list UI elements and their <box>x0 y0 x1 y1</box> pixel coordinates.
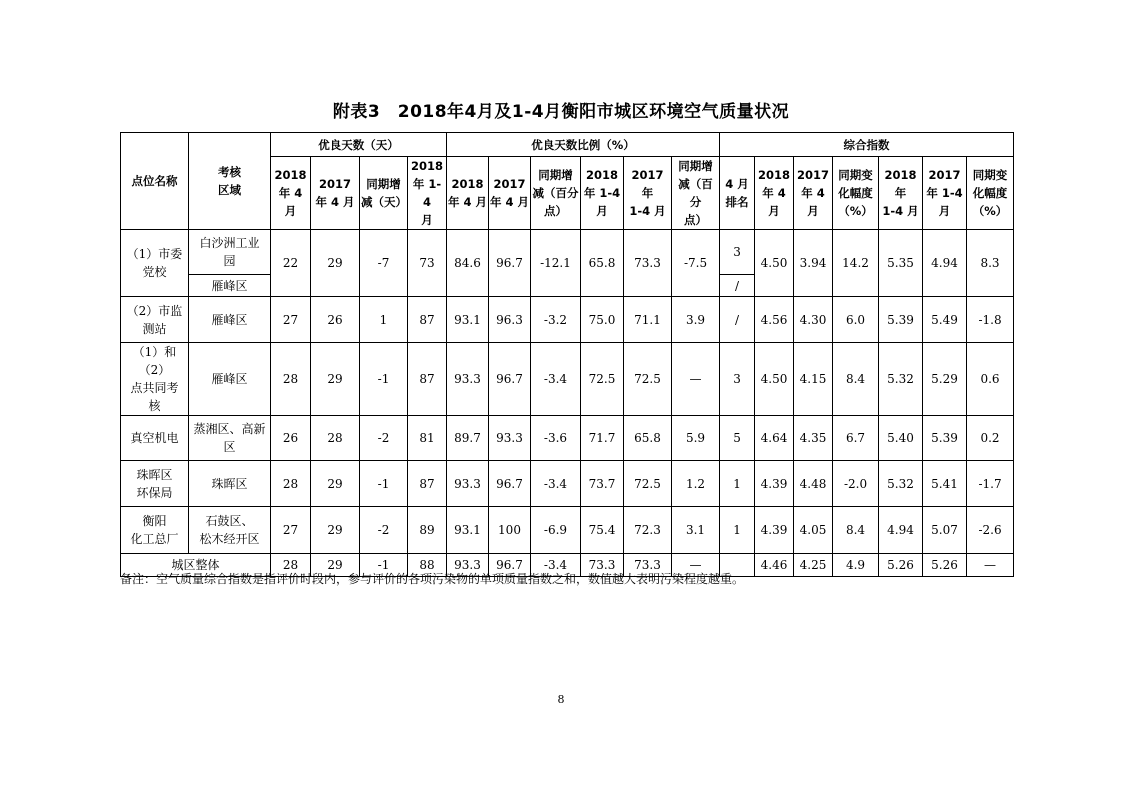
data-cell: -1 <box>360 554 408 577</box>
station-name: 珠晖区 环保局 <box>121 461 189 507</box>
header-group-good-ratio: 优良天数比例（%） <box>447 133 720 157</box>
data-cell: -6.9 <box>531 507 581 554</box>
data-cell: 4.15 <box>794 343 833 416</box>
station-name: （2）市监 测站 <box>121 297 189 343</box>
data-cell: 5.49 <box>923 297 967 343</box>
data-cell: 3.9 <box>672 297 720 343</box>
header-days-2018-jan-apr: 2018 年 1-4 月 <box>408 157 447 230</box>
data-cell: -3.2 <box>531 297 581 343</box>
data-cell: 28 <box>271 343 311 416</box>
data-cell: 5.39 <box>879 297 923 343</box>
data-cell: 72.5 <box>581 343 624 416</box>
header-region: 考核 区域 <box>189 133 271 230</box>
data-cell: — <box>967 554 1014 577</box>
header-group-composite-index: 综合指数 <box>720 133 1014 157</box>
data-cell: 72.5 <box>624 461 672 507</box>
data-cell: 88 <box>408 554 447 577</box>
data-cell: 84.6 <box>447 230 489 297</box>
rank-cell: / <box>720 297 755 343</box>
header-rank-apr: 4 月 排名 <box>720 157 755 230</box>
page-number: 8 <box>557 693 565 706</box>
data-cell: 4.30 <box>794 297 833 343</box>
table-row <box>121 297 1014 343</box>
data-cell: -1 <box>360 343 408 416</box>
data-cell: 26 <box>311 297 360 343</box>
data-cell: 27 <box>271 507 311 554</box>
data-cell: 96.7 <box>489 554 531 577</box>
data-cell: -3.4 <box>531 343 581 416</box>
data-cell: 71.1 <box>624 297 672 343</box>
data-cell: 5.9 <box>672 416 720 461</box>
rank-cell: 3 <box>720 230 755 275</box>
station-name: 真空机电 <box>121 416 189 461</box>
data-cell: 8.4 <box>833 507 879 554</box>
region-name: 石鼓区、 松木经开区 <box>189 507 271 554</box>
data-cell: 5.40 <box>879 416 923 461</box>
data-cell: 4.35 <box>794 416 833 461</box>
data-cell: 3.1 <box>672 507 720 554</box>
data-cell: 28 <box>271 461 311 507</box>
data-cell: 96.3 <box>489 297 531 343</box>
data-cell: 75.4 <box>581 507 624 554</box>
header-ratio-2017-apr: 2017 年 4 月 <box>489 157 531 230</box>
data-cell: 5.39 <box>923 416 967 461</box>
header-index-2017-apr: 2017 年 4 月 <box>794 157 833 230</box>
data-cell: 87 <box>408 343 447 416</box>
region-name: 雁峰区 <box>189 275 271 297</box>
data-cell: 87 <box>408 461 447 507</box>
data-cell: 4.64 <box>755 416 794 461</box>
header-index-2018-jan-apr: 2018 年 1-4 月 <box>879 157 923 230</box>
data-cell: 65.8 <box>624 416 672 461</box>
data-cell: 73 <box>408 230 447 297</box>
header-ratio-2018-apr: 2018 年 4 月 <box>447 157 489 230</box>
data-cell: 4.39 <box>755 507 794 554</box>
header-ratio-change-jan-apr: 同期增 减（百分 点） <box>672 157 720 230</box>
data-cell: — <box>672 343 720 416</box>
data-cell: 5.35 <box>879 230 923 297</box>
data-cell: 5.07 <box>923 507 967 554</box>
data-cell: 3.94 <box>794 230 833 297</box>
region-name: 雁峰区 <box>189 343 271 416</box>
data-cell: 73.3 <box>624 554 672 577</box>
data-cell: 72.5 <box>624 343 672 416</box>
data-cell: 29 <box>311 461 360 507</box>
data-cell: 100 <box>489 507 531 554</box>
data-cell: 93.1 <box>447 507 489 554</box>
data-cell: 73.3 <box>581 554 624 577</box>
region-name: 雁峰区 <box>189 297 271 343</box>
data-cell: -7.5 <box>672 230 720 297</box>
data-cell: 4.94 <box>879 507 923 554</box>
data-cell: 5.32 <box>879 461 923 507</box>
header-index-change-jan-apr: 同期变 化幅度 （%） <box>967 157 1014 230</box>
data-cell: 72.3 <box>624 507 672 554</box>
data-cell: 96.7 <box>489 343 531 416</box>
header-station: 点位名称 <box>121 133 189 230</box>
data-cell: 29 <box>311 230 360 297</box>
data-cell: 27 <box>271 297 311 343</box>
header-days-change: 同期增 减（天） <box>360 157 408 230</box>
data-cell: 28 <box>271 554 311 577</box>
data-cell: 4.48 <box>794 461 833 507</box>
data-cell: -12.1 <box>531 230 581 297</box>
data-cell: -2 <box>360 416 408 461</box>
table-row <box>121 230 1014 275</box>
header-ratio-change: 同期增 减（百分 点） <box>531 157 581 230</box>
rank-cell: 5 <box>720 416 755 461</box>
data-cell: 1 <box>360 297 408 343</box>
data-cell: -1 <box>360 461 408 507</box>
data-cell: 26 <box>271 416 311 461</box>
data-cell: 29 <box>311 507 360 554</box>
total-label: 城区整体 <box>121 554 271 577</box>
header-index-2018-apr: 2018 年 4 月 <box>755 157 794 230</box>
data-cell: 89 <box>408 507 447 554</box>
rank-cell: 3 <box>720 343 755 416</box>
data-cell: 93.3 <box>447 461 489 507</box>
data-cell: 73.7 <box>581 461 624 507</box>
data-cell: 4.9 <box>833 554 879 577</box>
data-cell: -1.8 <box>967 297 1014 343</box>
data-cell: 71.7 <box>581 416 624 461</box>
data-cell: 29 <box>311 554 360 577</box>
data-cell: 1.2 <box>672 461 720 507</box>
region-name: 珠晖区 <box>189 461 271 507</box>
rank-cell: 1 <box>720 507 755 554</box>
data-cell: 81 <box>408 416 447 461</box>
header-index-2017-jan-apr: 2017 年 1-4 月 <box>923 157 967 230</box>
data-cell: 5.29 <box>923 343 967 416</box>
data-cell: 4.50 <box>755 343 794 416</box>
header-ratio-2018-jan-apr: 2018 年 1-4 月 <box>581 157 624 230</box>
data-cell: 5.26 <box>923 554 967 577</box>
data-cell: 14.2 <box>833 230 879 297</box>
data-cell: 0.6 <box>967 343 1014 416</box>
data-cell: -7 <box>360 230 408 297</box>
data-cell: — <box>672 554 720 577</box>
data-cell: 93.3 <box>447 343 489 416</box>
data-cell: 93.1 <box>447 297 489 343</box>
data-cell: 8.4 <box>833 343 879 416</box>
region-name: 白沙洲工业 园 <box>189 230 271 275</box>
data-cell: 8.3 <box>967 230 1014 297</box>
rank-cell: / <box>720 275 755 297</box>
data-cell: -3.4 <box>531 461 581 507</box>
station-name: （1）市委 党校 <box>121 230 189 297</box>
station-name: （1）和（2） 点共同考 核 <box>121 343 189 416</box>
data-cell: -2.6 <box>967 507 1014 554</box>
header-ratio-2017-jan-apr: 2017 年 1-4 月 <box>624 157 672 230</box>
data-cell: 4.39 <box>755 461 794 507</box>
data-cell: -3.6 <box>531 416 581 461</box>
table-row <box>121 507 1014 554</box>
data-cell: 93.3 <box>489 416 531 461</box>
data-cell: 28 <box>311 416 360 461</box>
data-cell: 75.0 <box>581 297 624 343</box>
air-quality-table <box>120 132 1014 577</box>
station-name: 衡阳 化工总厂 <box>121 507 189 554</box>
data-cell: 6.7 <box>833 416 879 461</box>
table-row <box>121 461 1014 507</box>
table-row <box>121 343 1014 416</box>
data-cell: 5.32 <box>879 343 923 416</box>
data-cell: 89.7 <box>447 416 489 461</box>
data-cell: 4.94 <box>923 230 967 297</box>
data-cell: 65.8 <box>581 230 624 297</box>
table-title: 附表3 2018年4月及1-4月衡阳市城区环境空气质量状况 <box>332 102 790 122</box>
header-group-good-days: 优良天数（天） <box>271 133 447 157</box>
data-cell: -2.0 <box>833 461 879 507</box>
data-cell: 4.56 <box>755 297 794 343</box>
data-cell: 5.26 <box>879 554 923 577</box>
data-cell: -2 <box>360 507 408 554</box>
data-cell: 73.3 <box>624 230 672 297</box>
data-cell: 29 <box>311 343 360 416</box>
region-name: 蒸湘区、高新 区 <box>189 416 271 461</box>
data-cell: 5.41 <box>923 461 967 507</box>
data-cell: -3.4 <box>531 554 581 577</box>
data-cell: 6.0 <box>833 297 879 343</box>
header-row-groups <box>121 133 1014 157</box>
data-cell: 96.7 <box>489 461 531 507</box>
header-days-2018-apr: 2018 年 4 月 <box>271 157 311 230</box>
data-cell: 22 <box>271 230 311 297</box>
header-index-change: 同期变 化幅度 （%） <box>833 157 879 230</box>
table-row <box>121 416 1014 461</box>
data-cell: 4.50 <box>755 230 794 297</box>
data-cell: 0.2 <box>967 416 1014 461</box>
table-footnote: 备注：空气质量综合指数是指评价时段内，参与评价的各项污染物的单项质量指数之和，数值越大表明污染程度越重。 <box>120 572 745 586</box>
header-days-2017-apr: 2017 年 4 月 <box>311 157 360 230</box>
data-cell: 87 <box>408 297 447 343</box>
data-cell: 96.7 <box>489 230 531 297</box>
data-cell: 4.46 <box>755 554 794 577</box>
rank-cell: 1 <box>720 461 755 507</box>
data-cell: 93.3 <box>447 554 489 577</box>
data-cell: -1.7 <box>967 461 1014 507</box>
data-cell: 4.25 <box>794 554 833 577</box>
data-cell: 4.05 <box>794 507 833 554</box>
